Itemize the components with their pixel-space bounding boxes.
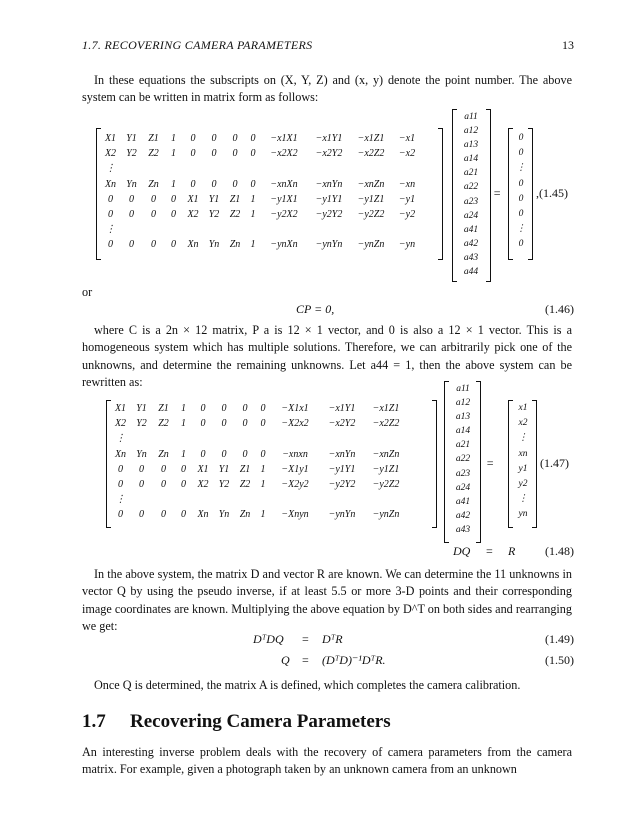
matrix-cell (121, 161, 142, 176)
matrix-cell: 0 (139, 463, 144, 475)
matrix-cell: 0 (242, 403, 248, 414)
matrix-cell: 0 (211, 178, 217, 190)
matrix-cell: −y2Y2 (328, 478, 356, 490)
matrix-cell: 1 (260, 463, 266, 475)
matrix-cell: Yn (126, 178, 137, 190)
matrix-cell (152, 431, 175, 446)
matrix-cell: 1 (181, 418, 186, 430)
matrix-cell: 0 (181, 478, 186, 490)
matrix-cell (308, 161, 350, 176)
vector-right-bracket (476, 381, 481, 543)
matrix-cell: −ynXn (270, 239, 298, 251)
matrix-cell: ⋮ (115, 494, 126, 506)
running-header: 1.7. RECOVERING CAMERA PARAMETERS (82, 38, 313, 52)
matrix-cell: Y2 (136, 418, 147, 430)
matrix-cell: Z2 (229, 208, 241, 220)
unknown-entry: a43 (463, 252, 479, 263)
vector-right-bracket (486, 109, 491, 282)
matrix-cell: −Xnyn (281, 509, 309, 521)
matrix-cell: ⋮ (105, 163, 116, 175)
equation-label-1-50: (1.50) (545, 653, 574, 667)
matrix-cell: −X2y2 (281, 478, 309, 490)
matrix-cell: 0 (161, 463, 166, 475)
matrix-cell: −ynZn (357, 239, 385, 251)
matrix-cell (392, 222, 422, 237)
matrix-cell: 1 (171, 178, 176, 190)
matrix-cell (260, 222, 308, 237)
matrix-cell (234, 431, 256, 446)
rhs-entry: 0 (518, 148, 524, 159)
matrix-cell: 0 (129, 239, 134, 251)
paragraph-homogeneous: where C is a 2n × 12 matrix, P a is 12 × 1 vector, and 0 is also a 12 × 1 vector. This is a homogeneous system which has multiple solutions. Therefore, we can arbitrarily pick one of the unknowns, and determine the remaining unknowns. Let a44 = 1, then the above system can be rewritten as: (82, 323, 572, 389)
equation-1-46: CP = 0, (296, 302, 335, 316)
matrix-cell: 0 (190, 148, 196, 160)
matrix-cell (270, 492, 320, 507)
matrix-cell (246, 222, 260, 237)
matrix-cell: 0 (260, 418, 266, 430)
matrix-cell (192, 492, 214, 507)
matrix-cell (260, 161, 308, 176)
matrix-cell: −x1X1 (270, 133, 298, 144)
unknown-entry: a11 (464, 112, 478, 122)
matrix-cell: Xn (197, 509, 209, 521)
rhs-entry: ⋮ (518, 494, 528, 505)
matrix-cell: 0 (118, 478, 123, 490)
matrix-cell: 0 (200, 418, 206, 430)
section-title: Recovering Camera Parameters (130, 711, 391, 732)
matrix-cell: 1 (171, 133, 176, 144)
matrix-cell (175, 492, 192, 507)
unknown-entry: a21 (463, 168, 479, 179)
matrix-cell: 0 (118, 463, 123, 475)
matrix-cell: −y2Z2 (372, 478, 400, 490)
matrix-cell: 1 (181, 403, 186, 414)
matrix-cell: 0 (250, 178, 256, 190)
unknown-entry: a43 (455, 524, 471, 535)
unknown-entry: a12 (463, 126, 479, 137)
matrix-cell (182, 222, 204, 237)
matrix-cell (142, 222, 165, 237)
unknown-entry: a42 (463, 238, 479, 249)
matrix-cell (224, 161, 246, 176)
matrix-cell: −y1Y1 (328, 463, 356, 475)
matrix-cell: 0 (232, 148, 238, 160)
matrix-cell: Y2 (208, 208, 220, 220)
unknown-entry: a13 (463, 140, 479, 151)
rhs-entry: ⋮ (518, 433, 528, 444)
matrix-cell (131, 492, 152, 507)
matrix-cell: 0 (260, 448, 266, 460)
matrix-cell: 0 (171, 193, 176, 205)
matrix-cell: 0 (221, 448, 227, 460)
matrix-cell: 0 (221, 403, 227, 414)
matrix-cell (204, 161, 224, 176)
rhs-entry: xn (518, 448, 528, 459)
rhs-entry: x2 (518, 418, 528, 429)
unknowns-vector-q (448, 382, 478, 537)
matrix-cell (214, 431, 234, 446)
unknown-entry: a41 (455, 496, 471, 507)
section-number: 1.7 (82, 711, 106, 732)
matrix-cell: Y2 (218, 478, 230, 490)
matrix-cell: −y1 (398, 193, 416, 205)
matrix-right-bracket (438, 128, 443, 260)
paragraph-intro: In these equations the subscripts on (X, Y, Z) and (x, y) denote the point number. The above system can be written in matrix form as follows: (82, 73, 572, 105)
matrix-cell: −y2X2 (270, 208, 298, 220)
matrix-cell: 0 (171, 239, 176, 251)
eq149-rhs: DᵀR (322, 632, 343, 646)
eq150-equals: = (302, 653, 309, 667)
matrix-cell (350, 161, 392, 176)
matrix-cell: 0 (108, 239, 113, 251)
paragraph-inverse-problem: An interesting inverse problem deals with the recovery of camera parameters from the camera matrix. For example, given a photograph taken by an unknown camera from an unknown (82, 745, 572, 777)
matrix-cell: 0 (211, 133, 217, 144)
matrix-cell: 1 (250, 208, 256, 220)
equation-label-1-45: ,(1.45) (536, 186, 568, 200)
rhs-entry: x1 (518, 403, 528, 413)
matrix-cell (320, 431, 364, 446)
matrix-cell: −x2Z2 (372, 418, 400, 430)
matrix-cell: −yn (398, 239, 416, 251)
unknown-entry: a23 (455, 468, 471, 479)
matrix-cell: X1 (197, 463, 209, 475)
matrix-cell: −ynYn (328, 509, 356, 521)
matrix-cell (204, 222, 224, 237)
rhs-entry: yn (518, 509, 528, 520)
matrix-cell: Z1 (148, 133, 159, 144)
rhs-right-bracket (532, 400, 537, 528)
matrix-cell (270, 431, 320, 446)
eq149-equals: = (302, 632, 309, 646)
unknown-entry: a21 (455, 440, 471, 451)
matrix-cell: 0 (242, 448, 248, 460)
matrix-cell: Y1 (136, 403, 147, 414)
matrix-cell: X2 (187, 208, 199, 220)
matrix-cell: −X1x1 (281, 403, 309, 414)
matrix-cell: −xnZn (357, 178, 385, 190)
unknown-entry: a42 (455, 510, 471, 521)
matrix-cell: Z2 (239, 478, 251, 490)
matrix-cell: −X2x2 (281, 418, 309, 430)
equation-label-1-46: (1.46) (545, 302, 574, 316)
rhs-entry: y2 (518, 478, 528, 489)
matrix-cell: 0 (260, 403, 266, 414)
matrix-cell: 0 (151, 239, 156, 251)
matrix-cell: −xn (398, 178, 416, 190)
matrix-cell (152, 492, 175, 507)
rhs-entry: ⋮ (516, 163, 526, 174)
matrix-cell: ⋮ (105, 224, 116, 236)
matrix-cell: −xnYn (328, 448, 356, 460)
matrix-cell: Y1 (208, 193, 220, 205)
matrix-cell (214, 492, 234, 507)
matrix-cell (350, 222, 392, 237)
matrix-cell: X2 (197, 478, 209, 490)
matrix-cell: −y1X1 (270, 193, 298, 205)
page-number: 13 (562, 38, 574, 52)
matrix-cell: −xnYn (315, 178, 343, 190)
matrix-cell: X1 (104, 133, 117, 144)
matrix-cell: −y2 (398, 208, 416, 220)
matrix-cell: −y2Z2 (357, 208, 385, 220)
matrix-cell: −x2 (398, 148, 416, 160)
matrix-cell: 0 (161, 509, 166, 521)
matrix-cell (142, 161, 165, 176)
matrix-cell: 0 (108, 208, 113, 220)
matrix-cell: 1 (250, 239, 256, 251)
matrix-cell: 1 (171, 148, 176, 160)
matrix-cell: Yn (218, 509, 230, 521)
matrix-cell: −x2Z2 (357, 148, 385, 160)
matrix-cell: 0 (161, 478, 166, 490)
coefficient-matrix-c (100, 131, 440, 253)
matrix-cell: Z1 (239, 463, 251, 475)
matrix-cell: Y1 (218, 463, 230, 475)
matrix-cell: −x1Z1 (372, 403, 400, 414)
matrix-cell: −x1Y1 (328, 403, 356, 414)
matrix-cell: −y1Y1 (315, 193, 343, 205)
matrix-cell: Yn (136, 448, 147, 460)
matrix-cell: −x1 (398, 133, 416, 144)
matrix-cell: 0 (151, 193, 156, 205)
eq148-equals: = (486, 544, 493, 558)
rhs-entry: 0 (518, 178, 524, 189)
matrix-cell (165, 222, 182, 237)
matrix-cell: Xn (187, 239, 199, 251)
matrix-cell: −xnxn (282, 448, 308, 460)
matrix-cell (224, 222, 246, 237)
matrix-cell: ⋮ (115, 433, 126, 445)
matrix-cell: Y2 (126, 148, 137, 160)
matrix-cell (234, 492, 256, 507)
rhs-entry: 0 (518, 239, 524, 250)
matrix-cell (364, 431, 408, 446)
matrix-cell: Zn (148, 178, 159, 190)
matrix-cell: −x2X2 (270, 148, 298, 160)
matrix-cell: −x2Y2 (315, 148, 343, 160)
matrix-cell: Z1 (158, 403, 169, 414)
vector-r (512, 401, 534, 523)
equation-label-1-49: (1.49) (545, 632, 574, 646)
unknown-entry: a12 (455, 398, 471, 409)
matrix-cell: Zn (239, 509, 251, 521)
rhs-entry: 0 (518, 208, 524, 219)
matrix-cell: −y1Z1 (357, 193, 385, 205)
matrix-cell: 0 (200, 448, 206, 460)
rhs-entry: 0 (518, 193, 524, 204)
matrix-cell: −x1Y1 (315, 133, 343, 144)
unknown-entry: a44 (463, 267, 479, 278)
matrix-cell: Y1 (126, 133, 137, 144)
matrix-cell: −xnZn (372, 448, 400, 460)
matrix-cell (192, 431, 214, 446)
unknown-entry: a22 (463, 182, 479, 193)
matrix-cell: 0 (232, 133, 238, 144)
eq149-lhs: DᵀDQ (253, 632, 284, 646)
matrix-cell (308, 222, 350, 237)
matrix-cell: 1 (260, 478, 266, 490)
matrix-cell: −x2Y2 (328, 418, 356, 430)
equals-sign: = (486, 456, 495, 470)
unknown-entry: a14 (463, 154, 479, 165)
connector-or: or (82, 285, 93, 299)
matrix-cell: Xn (114, 448, 127, 460)
matrix-cell: −y2Y2 (315, 208, 343, 220)
matrix-cell (175, 431, 192, 446)
matrix-cell: Z2 (148, 148, 159, 160)
rhs-right-bracket (528, 128, 533, 260)
matrix-cell: −y1Z1 (372, 463, 400, 475)
paragraph-pseudo-inverse: In the above system, the matrix D and vector R are known. We can determine the 11 unknowns in vector Q by using the pseudo inverse, if at least 5.5 or more 3-D points and their corresponding image coordinates are known. Multiplying the above equation by D^T on both sides and rearranging we get: (82, 567, 572, 633)
matrix-cell: 0 (171, 208, 176, 220)
matrix-cell: 0 (151, 208, 156, 220)
eq150-lhs: Q (281, 653, 290, 667)
matrix-cell: 1 (181, 448, 186, 460)
matrix-cell: −ynYn (315, 239, 343, 251)
matrix-cell: −xnXn (270, 178, 298, 190)
matrix-cell: Z2 (158, 418, 169, 430)
matrix-cell: Z1 (229, 193, 241, 205)
equation-label-1-47: (1.47) (540, 456, 569, 470)
unknown-entry: a24 (455, 482, 471, 493)
rhs-entry: ⋮ (516, 224, 526, 235)
matrix-cell: X1 (187, 193, 199, 205)
matrix-right-bracket (432, 400, 437, 528)
matrix-cell: 0 (211, 148, 217, 160)
matrix-cell (165, 161, 182, 176)
unknown-entry: a14 (455, 426, 471, 437)
unknown-entry: a13 (455, 412, 471, 423)
matrix-cell (121, 222, 142, 237)
matrix-cell: 0 (181, 509, 186, 521)
matrix-cell: −x1Z1 (357, 133, 385, 144)
matrix-cell (131, 431, 152, 446)
matrix-cell: X2 (114, 418, 127, 430)
matrix-cell: 0 (139, 478, 144, 490)
matrix-cell (256, 492, 270, 507)
matrix-cell: 1 (260, 509, 266, 521)
unknown-entry: a24 (463, 210, 479, 221)
matrix-cell: 0 (118, 509, 123, 521)
matrix-cell: Xn (104, 178, 117, 190)
matrix-cell: 0 (108, 193, 113, 205)
matrix-cell: Zn (229, 239, 241, 251)
rhs-entry: y1 (518, 463, 528, 474)
eq148-rhs: R (508, 544, 516, 558)
matrix-cell: 0 (139, 509, 144, 521)
matrix-cell: 0 (200, 403, 206, 414)
matrix-cell: 0 (129, 208, 134, 220)
matrix-cell: Zn (158, 448, 169, 460)
matrix-cell: 0 (181, 463, 186, 475)
section-heading (82, 711, 391, 733)
matrix-cell: 0 (129, 193, 134, 205)
equation-label-1-48: (1.48) (545, 544, 574, 558)
matrix-cell: Yn (208, 239, 220, 251)
unknown-entry: a11 (456, 384, 470, 394)
eq148-lhs: DQ (453, 544, 471, 558)
matrix-cell (256, 431, 270, 446)
matrix-cell: 0 (250, 148, 256, 160)
matrix-cell: −X1y1 (281, 463, 309, 475)
equals-sign: = (493, 186, 502, 200)
unknown-entry: a23 (463, 196, 479, 207)
matrix-cell: X2 (104, 148, 117, 160)
matrix-cell: 0 (250, 133, 256, 144)
unknown-entry: a22 (455, 454, 471, 465)
matrix-cell: X1 (114, 403, 127, 414)
matrix-cell (392, 161, 422, 176)
matrix-cell: 0 (190, 178, 196, 190)
matrix-cell (246, 161, 260, 176)
matrix-cell (320, 492, 364, 507)
rhs-entry: 0 (518, 133, 524, 143)
matrix-cell: 0 (190, 133, 196, 144)
coefficient-matrix-d (110, 401, 434, 523)
matrix-cell: 0 (242, 418, 248, 430)
matrix-cell (182, 161, 204, 176)
matrix-cell: 1 (250, 193, 256, 205)
eq150-rhs: (DᵀD)⁻¹DᵀR. (322, 653, 386, 667)
matrix-cell: −ynZn (372, 509, 400, 521)
matrix-cell: 0 (221, 418, 227, 430)
matrix-cell (364, 492, 408, 507)
unknowns-vector-p (456, 110, 486, 279)
matrix-cell: 0 (232, 178, 238, 190)
unknown-entry: a41 (463, 224, 479, 235)
paragraph-conclusion: Once Q is determined, the matrix A is defined, which completes the camera calibration. (94, 678, 521, 692)
